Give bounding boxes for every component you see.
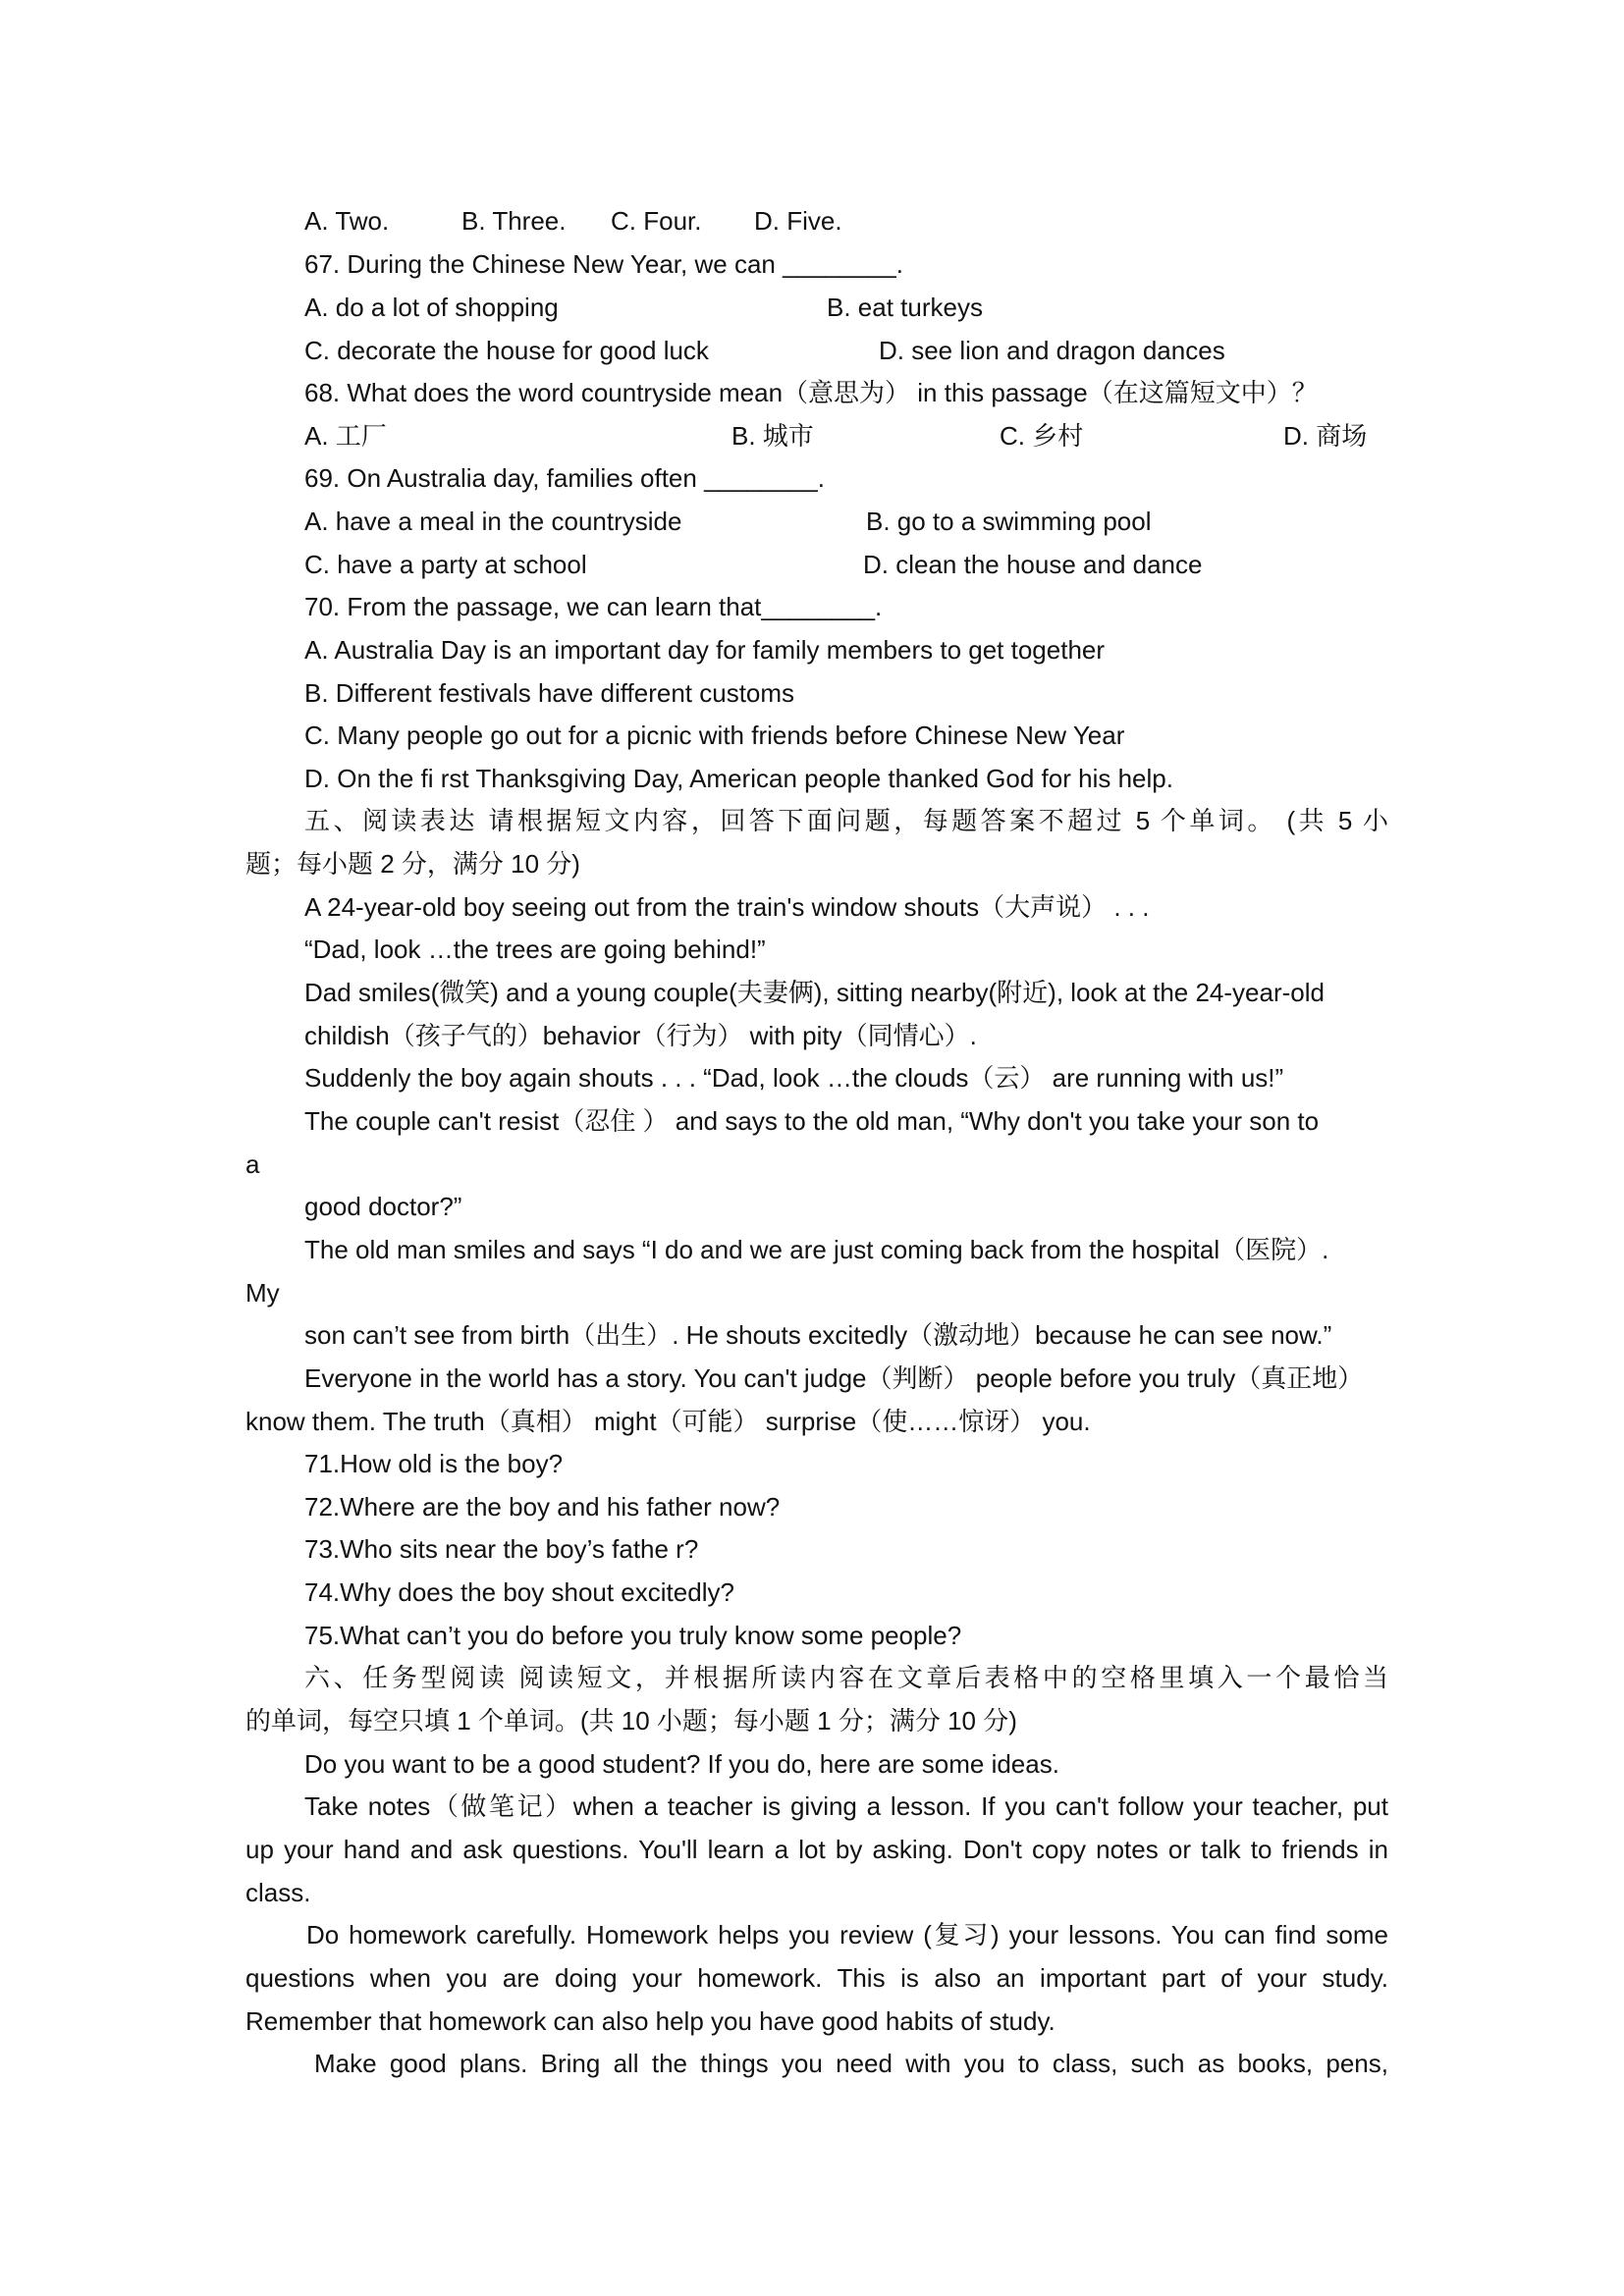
passage-line: Suddenly the boy again shouts . . . “Dad, look …the clouds（云） are running with us!”	[304, 1063, 1284, 1093]
passage-line: Dad smiles(微笑) and a young couple(夫妻俩), sitting nearby(附近), look at the 24-year-old	[304, 978, 1325, 1007]
q66-option-d: D. Five.	[754, 206, 842, 236]
section6-paragraph-2: Do homework carefully. Homework helps you review (复习) your lessons. You can find some	[306, 1920, 1388, 1949]
section6-paragraph-3: Make good plans. Bring all the things you need with you to class, such as books, pens,	[314, 2049, 1388, 2078]
q67-option-b: B. eat turkeys	[827, 293, 983, 322]
passage-line: My	[245, 1278, 280, 1308]
question-74: 74.Why does the boy shout excitedly?	[304, 1577, 734, 1607]
q70-option-a: A. Australia Day is an important day for family members to get together	[304, 635, 1106, 665]
q67-option-c: C. decorate the house for good luck	[304, 336, 709, 365]
q68-option-d: D. 商场	[1283, 421, 1368, 451]
section5-heading: 五、阅读表达 请根据短文内容，回答下面问题，每题答案不超过 5 个单词。 (共 5 小	[304, 806, 1388, 835]
section6-paragraph-2: Remember that homework can also help you have good habits of study.	[245, 2006, 1056, 2036]
section6-paragraph-2: questions when you are doing your homework. This is also an important part of your study.	[245, 1963, 1388, 1993]
section6-heading: 六、任务型阅读 阅读短文，并根据所读内容在文章后表格中的空格里填入一个最恰当	[304, 1663, 1388, 1692]
question-71: 71.How old is the boy?	[304, 1449, 564, 1478]
q69-option-d: D. clean the house and dance	[863, 550, 1203, 579]
section6-paragraph-1: Take notes（做笔记）when a teacher is giving a lesson. If you can't follow your teacher, put	[304, 1791, 1388, 1821]
q68-stem: 68. What does the word countryside mean（意思为） in this passage（在这篇短文中）？	[304, 378, 1318, 407]
q67-stem: 67. During the Chinese New Year, we can ________.	[304, 249, 903, 279]
section5-heading-cont: 题；每小题 2 分，满分 10 分)	[245, 849, 580, 879]
q66-option-a: A. Two.	[304, 206, 390, 236]
q69-stem: 69. On Australia day, families often ________.	[304, 463, 825, 493]
section6-paragraph-1: up your hand and ask questions. You'll learn a lot by asking. Don't copy notes or talk to friends in	[245, 1835, 1388, 1864]
q70-option-d: D. On the fi rst Thanksgiving Day, American people thanked God for his help.	[304, 764, 1173, 793]
q68-option-a: A. 工厂	[304, 421, 387, 451]
passage-line: Everyone in the world has a story. You can't judge（判断） people before you truly（真正地）	[304, 1363, 1364, 1393]
q66-option-c: C. Four.	[611, 206, 702, 236]
q68-option-b: B. 城市	[731, 421, 814, 451]
passage-line: The old man smiles and says “I do and we are just coming back from the hospital（医院）.	[304, 1235, 1329, 1264]
section6-intro: Do you want to be a good student? If you do, here are some ideas.	[304, 1749, 1059, 1779]
q70-option-c: C. Many people go out for a picnic with friends before Chinese New Year	[304, 721, 1125, 750]
q66-option-b: B. Three.	[461, 206, 567, 236]
q70-option-b: B. Different festivals have different customs	[304, 678, 795, 708]
q70-stem: 70. From the passage, we can learn that________.	[304, 592, 883, 621]
passage-line: childish（孩子气的）behavior（行为） with pity（同情心）.	[304, 1021, 977, 1050]
passage-line: The couple can't resist（忍住 ） and says to the old man, “Why don't you take your son to	[304, 1106, 1320, 1136]
passage-line: good doctor?”	[304, 1192, 462, 1221]
passage-line: a	[245, 1149, 260, 1179]
q67-option-d: D. see lion and dragon dances	[879, 336, 1225, 365]
q67-option-a: A. do a lot of shopping	[304, 293, 559, 322]
section6-heading-cont: 的单词，每空只填 1 个单词。(共 10 小题；每小题 1 分；满分 10 分)	[245, 1706, 1017, 1735]
question-73: 73.Who sits near the boy’s fathe r?	[304, 1534, 699, 1564]
question-72: 72.Where are the boy and his father now?	[304, 1492, 781, 1522]
passage-line: know them. The truth（真相） might（可能） surprise（使……惊讶） you.	[245, 1407, 1091, 1436]
q69-option-b: B. go to a swimming pool	[866, 507, 1152, 536]
q69-option-c: C. have a party at school	[304, 550, 587, 579]
passage-line: A 24-year-old boy seeing out from the train's window shouts（大声说） . . .	[304, 892, 1150, 922]
passage-line: “Dad, look …the trees are going behind!”	[304, 934, 766, 964]
question-75: 75.What can’t you do before you truly know some people?	[304, 1621, 962, 1650]
q69-option-a: A. have a meal in the countryside	[304, 507, 682, 536]
section6-paragraph-1: class.	[245, 1878, 311, 1907]
passage-line: son can’t see from birth（出生）. He shouts excitedly（激动地）because he can see now.”	[304, 1320, 1332, 1350]
q68-option-c: C. 乡村	[1000, 421, 1084, 451]
